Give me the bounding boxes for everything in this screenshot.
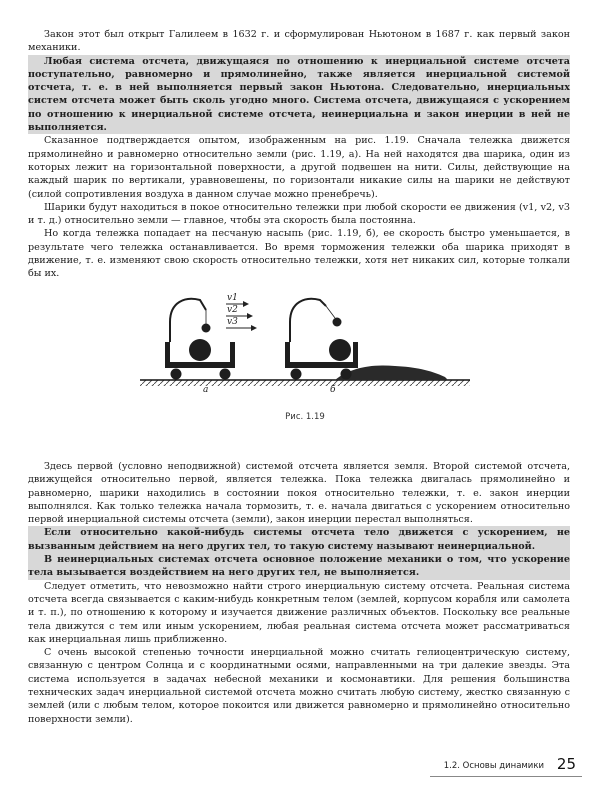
figure-caption: Рис. 1.19 <box>285 412 325 422</box>
paragraph: Сказанное подтверждается опытом, изображенным на рис. 1.19. Сначала тележка движется прямолинейно и равномерно относительно земли (рис. 1.19, а). На ней находятся два шарика, один из которых лежит на горизонтальной поверхности, а другой подвешен на нити. Силы, действующие на каждый шарик по вертикали, уравновешены, по горизонтали никакие силы на шарики не действуют (силой сопротивления воздуха в данном случае можно пренебречь). <box>28 135 570 200</box>
paragraph: Следует отметить, что невозможно найти строго инерциальную систему отсчета. Реальная система отсчета всегда связывается с каким-нибудь конкретным телом (землей, корпусом корабля или самолета и т. п.), по отношению к которому и изучается движение различных объектов. Поскольку все реальные тела движутся с тем или иным ускорением, любая реальная система отсчета может рассматриваться как инерциальная лишь приближенно. <box>28 580 570 645</box>
footer-rule <box>430 776 582 777</box>
figure-1-19 <box>130 282 480 394</box>
paragraph: Любая система отсчета, движущаяся по отношению к инерциальной системе отсчета поступательно, равномерно и прямолинейно, также является инерциальной системой отсчета, т. е. в ней выполняется первый закон Ньютона. Следовательно, инерциальных систем отсчета может быть сколь угодно много. Система отсчета, движущаяся с ускорением по отношению к инерциальной системе отсчета, неинерциальна и закон инерции в ней не выполняется. <box>28 55 570 134</box>
ground <box>140 380 470 386</box>
v1-label: v1 <box>227 293 238 303</box>
v3-label: v3 <box>227 317 238 327</box>
paragraph: Если относительно какой-нибудь системы отсчета тело движется с ускорением, не вызванным действием на него других тел, то такую систему называют неинерциальной. <box>28 527 570 552</box>
paragraph: С очень высокой степенью точности инерциальной можно считать гелиоцентрическую систему, связанную с центром Солнца и с координатными осями, направленными на три далекие звезды. Эта система используется в задачах небесной механики и космонавтики. Для решения большинства технических задач инерциальной системой отсчета можно считать любую систему, жестко связанную с землей (или с любым телом, которое покоится или движется равномерно и прямолинейно относительно поверхности земли). <box>28 647 570 725</box>
text-block-bottom <box>28 460 570 726</box>
paragraph: Но когда тележка попадает на песчаную насыпь (рис. 1.19, б), ее скорость быстро уменьшается, в результате чего тележка останавливается. Во время торможения тележки оба шарика приходят в движение, т. е. изменяют свою скорость относительно тележки, хотя нет никаких сил, которые толкали бы их. <box>28 228 570 280</box>
text-block-top <box>28 28 570 281</box>
label-b: б <box>330 385 336 394</box>
paragraph: В неинерциальных системах отсчета основное положение механики о том, что ускорение тела вызывается воздействием на него других тел, не выполняется. <box>28 554 570 579</box>
paragraph: Закон этот был открыт Галилеем в 1632 г. и сформулирован Ньютоном в 1687 г. как первый закон механики. <box>28 29 570 54</box>
paragraph: Шарики будут находиться в покое относительно тележки при любой скорости ее движения (v1, v2, v3 и т. д.) относительно земли — главное, чтобы эта скорость была постоянна. <box>28 201 570 227</box>
velocity-arrows <box>226 293 256 328</box>
cart-a <box>165 299 235 380</box>
page-number: 25 <box>556 755 576 773</box>
cart-b <box>285 299 358 380</box>
paragraph: Здесь первой (условно неподвижной) системой отсчета является земля. Второй системой отсчета, движущейся относительно первой, является тележка. Пока тележка двигалась прямолинейно и равномерно, шарики находились в состоянии покоя относительно тележки, т. е. закон инерции выполнялся. Как только тележка начала тормозить, т. е. начала двигаться с ускорением относительно первой инерциальной системы отсчета (земли), закон инерции перестал выполняться. <box>28 461 570 526</box>
label-a: а <box>203 385 209 394</box>
v2-label: v2 <box>227 305 238 315</box>
running-footer-section: 1.2. Основы динамики <box>443 761 544 771</box>
